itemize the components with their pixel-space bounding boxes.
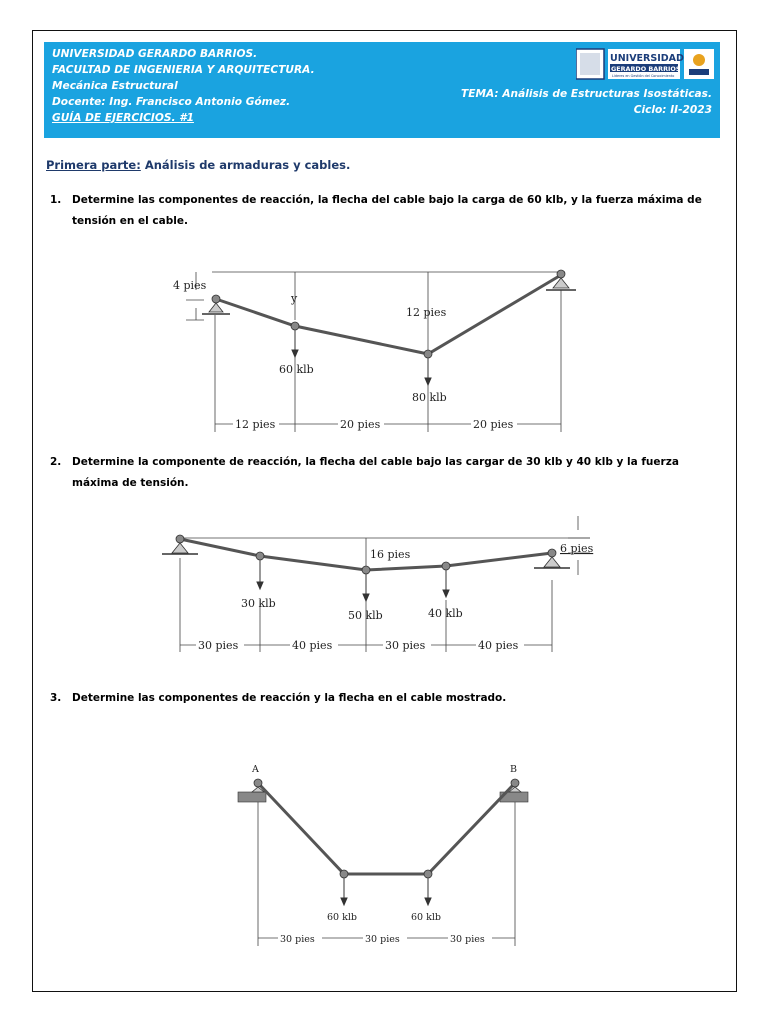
fig1-dim-3: 20 pies	[473, 418, 514, 431]
section-title: Análisis de armaduras y cables.	[140, 158, 351, 172]
fig2-load-30: 30 klb	[241, 597, 276, 610]
course-name: Mecánica Estructural	[52, 80, 178, 92]
question-number: 1.	[50, 194, 62, 206]
fig1-height-left: 4 pies	[173, 279, 207, 292]
svg-text:GERARDO BARRIOS: GERARDO BARRIOS	[611, 65, 681, 73]
question-text: Determine la componente de reacción, la flecha del cable bajo las cargar de 30 klb y 40 klb y la fuerza máxima de tensión.	[72, 456, 679, 489]
faculty-name: FACULTAD DE INGENIERIA Y ARQUITECTURA.	[52, 64, 315, 76]
fig3-load-1: 60 klb	[327, 912, 357, 923]
question-number: 3.	[50, 692, 62, 704]
fig3-point-b: B	[510, 764, 517, 775]
guide-title: GUÍA DE EJERCICIOS. #1	[52, 112, 194, 124]
fig1-dim-1: 12 pies	[235, 418, 276, 431]
question-text: Determine las componentes de reacción, la flecha del cable bajo la carga de 60 klb, y la fuerza máxima de tensión en el cable.	[72, 194, 702, 227]
svg-text:UNIVERSIDAD: UNIVERSIDAD	[610, 53, 684, 64]
section-label: Primera parte:	[46, 158, 141, 172]
university-name: UNIVERSIDAD GERARDO BARRIOS.	[52, 48, 258, 60]
fig3-dim-1: 30 pies	[280, 934, 315, 945]
fig1-load-60: 60 klb	[279, 363, 314, 376]
fig2-dim-2: 40 pies	[292, 639, 333, 652]
fig1-y-label: y	[291, 292, 298, 305]
fig2-dim-3: 30 pies	[385, 639, 426, 652]
topic-label: TEMA: Análisis de Estructuras Isostáticas.	[461, 88, 712, 100]
fig1-load-80: 80 klb	[412, 391, 447, 404]
svg-text:Líderes en Gestión del Conocim: Líderes en Gestión del Conocimiento	[612, 74, 675, 78]
fig2-load-40: 40 klb	[428, 607, 463, 620]
fig3-load-2: 60 klb	[411, 912, 441, 923]
fig1-dim-2: 20 pies	[340, 418, 381, 431]
fig3-point-a: A	[252, 764, 259, 775]
fig2-dim-4: 40 pies	[478, 639, 519, 652]
fig3-dim-2: 30 pies	[365, 934, 400, 945]
question-text: Determine las componentes de reacción y la flecha en el cable mostrado.	[72, 692, 507, 704]
fig2-height-right: 6 pies	[560, 542, 594, 555]
fig1-sag-label: 12 pies	[406, 306, 447, 319]
fig2-load-50: 50 klb	[348, 609, 383, 622]
cycle-label: Ciclo: II-2023	[633, 104, 712, 116]
fig2-sag-label: 16 pies	[370, 548, 411, 561]
question-number: 2.	[50, 456, 62, 468]
fig2-dim-1: 30 pies	[198, 639, 239, 652]
fig3-dim-3: 30 pies	[450, 934, 485, 945]
teacher-name: Docente: Ing. Francisco Antonio Gómez.	[52, 96, 291, 108]
